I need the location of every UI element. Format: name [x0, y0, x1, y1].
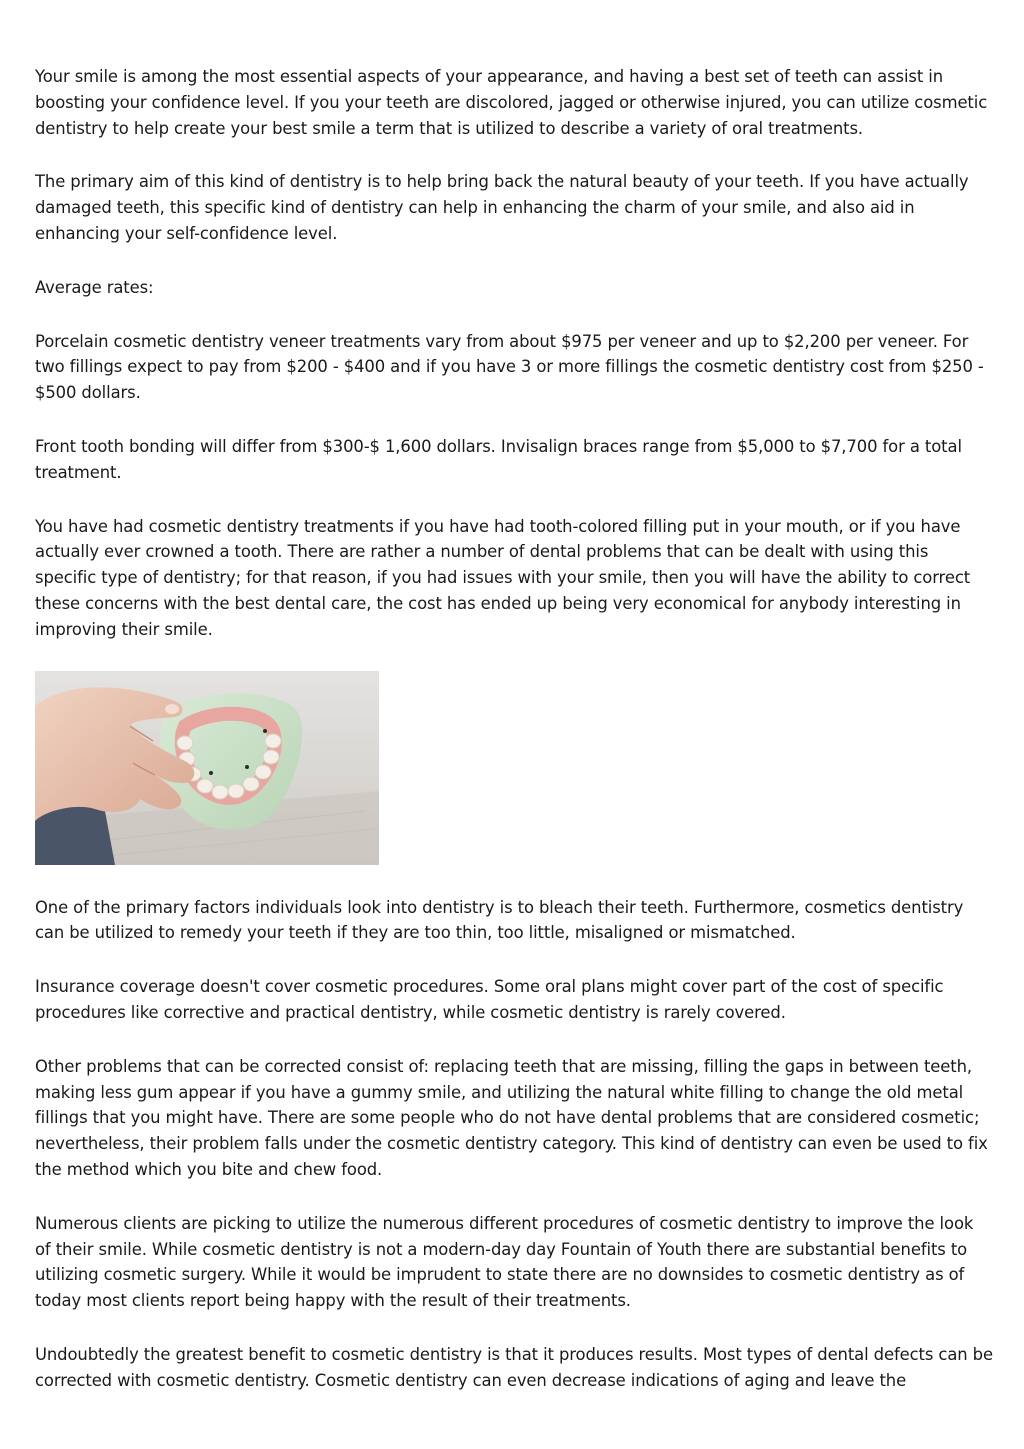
paragraph-veneer-prices: Porcelain cosmetic dentistry veneer treatments vary from about $975 per veneer and up to $2,200 per veneer. For two fillings expect to pay from $200 - $400 and if you have 3 or more fillings the cosmetic dentistry cost from $250 - $500 dollars. — [35, 331, 984, 403]
paragraph-numerous-clients: Numerous clients are picking to utilize the numerous different procedures of cosmetic dentistry to improve the look of their smile. While cosmetic dentistry is not a modern-day day Fountain of Youth there are substantial benefits to utilizing cosmetic surgery. While it would be imprudent to state there are no downsides to cosmetic dentistry as of today most clients report being happy with the result of their treatments. — [35, 1213, 974, 1311]
paragraph-other-problems: Other problems that can be corrected consist of: replacing teeth that are missing, filling the gaps in between teeth, making less gum appear if you have a gummy smile, and utilizing the natural white filling to change the old metal fillings that you might have. There are some people who do not have dental problems that are considered cosmetic; nevertheless, their problem falls under the cosmetic dentistry category. This kind of dentistry can even be used to fix the method which you bite and chew food. — [35, 1056, 988, 1179]
paragraph-greatest-benefit: Undoubtedly the greatest benefit to cosmetic dentistry is that it produces results. Most types of dental defects can be corrected with cosmetic dentistry. Cosmetic dentistry can even decrease indications of aging and leave the — [35, 1344, 993, 1390]
paragraph-treatments: You have had cosmetic dentistry treatments if you have had tooth-colored filling put in your mouth, or if you have actually ever crowned a tooth. There are rather a number of dental problems that can be dealt with using this specific type of dentistry; for that reason, if you had issues with your smile, then you will have the ability to correct these concerns with the best dental care, the cost has ended up being very economical for anybody interesting in improving their smile. — [35, 516, 971, 639]
paragraph-bonding-prices: Front tooth bonding will differ from $300-$ 1,600 dollars. Invisalign braces range from $5,000 to $7,700 for a total treatment. — [35, 436, 962, 482]
paragraph-bleach: One of the primary factors individuals look into dentistry is to bleach their teeth. Furthermore, cosmetics dentistry can be utilized to remedy your teeth if they are too thin, too little, misaligned or mismatched. — [35, 897, 964, 943]
paragraph-aim: The primary aim of this kind of dentistry is to help bring back the natural beauty of your teeth. If you have actually damaged teeth, this specific kind of dentistry can help in enhancing the charm of your smile, and also aid in enhancing your self-confidence level. — [35, 172, 969, 243]
denture-model-photo — [35, 671, 379, 865]
paragraph-insurance: Insurance coverage doesn't cover cosmetic procedures. Some oral plans might cover part of the cost of specific procedures like corrective and practical dentistry, while cosmetic dentistry is rarely covered. — [35, 977, 944, 1022]
paragraph-intro: Your smile is among the most essential aspects of your appearance, and having a best set of teeth can assist in boosting your confidence level. If you your teeth are discolored, jagged or otherwise injured, you can utilize cosmetic dentistry to help create your best smile a term that is utilized to describe a variety of oral treatments. — [35, 67, 988, 138]
document-page — [35, 64, 993, 1422]
paragraph-average-rates: Average rates: — [35, 277, 154, 297]
